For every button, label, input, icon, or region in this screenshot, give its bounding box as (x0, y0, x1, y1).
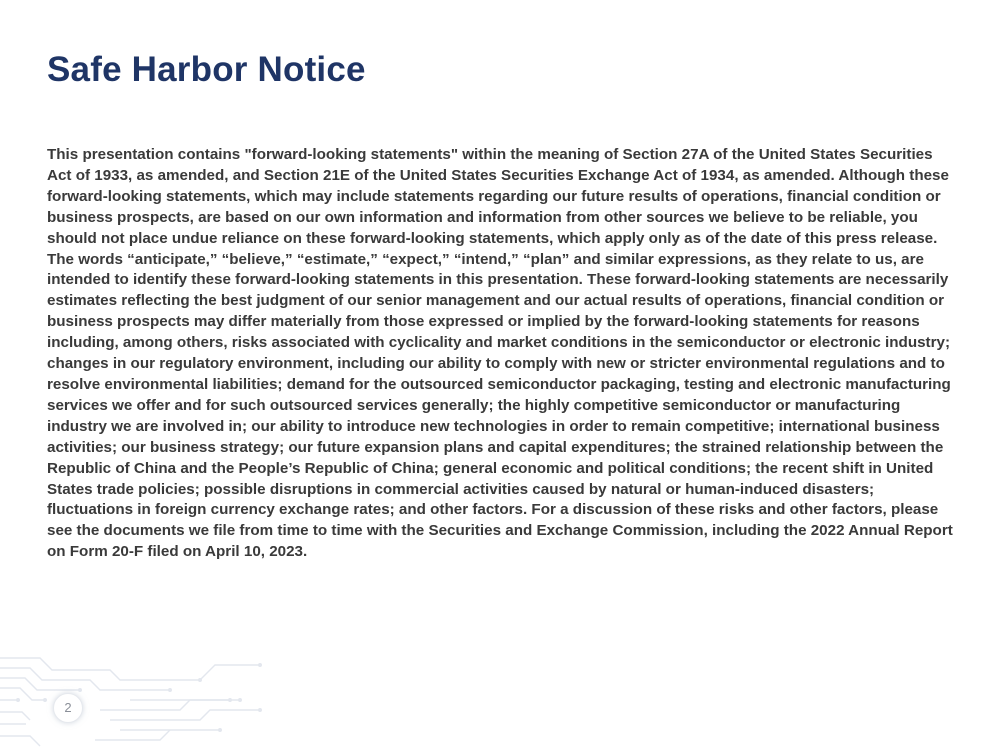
slide-title: Safe Harbor Notice (47, 50, 366, 89)
safe-harbor-body: This presentation contains "forward-looking statements" within the meaning of Section 27A of the United States Securities Act of 1933, as amended, and Section 21E of the United States Securities Exchange Act of 1934, as amended. Although these forward-looking statements, which may include statements regarding our future results of operations, financial condition or business prospects, are based on our own information and information from other sources we believe to be reliable, you should not place undue reliance on these forward-looking statements, which apply only as of the date of this press release. The words “anticipate,” “believe,” “estimate,” “expect,” “intend,” “plan” and similar expressions, as they relate to us, are intended to identify these forward-looking statements in this presentation. These forward-looking statements are necessarily estimates reflecting the best judgment of our senior management and our actual results of operations, financial condition or business prospects may differ materially from those expressed or implied by the forward-looking statements for reasons including, among others, risks associated with cyclicality and market conditions in the semiconductor or electronic industry; changes in our regulatory environment, including our ability to comply with new or stricter environmental regulations and to resolve environmental liabilities; demand for the outsourced semiconductor packaging, testing and electronic manufacturing services we offer and for such outsourced services generally; the highly competitive semiconductor or manufacturing industry we are involved in; our ability to introduce new technologies in order to remain competitive; international business activities; our business strategy; our future expansion plans and capital expenditures; the strained relationship between the Republic of China and the People’s Republic of China; general economic and political conditions; the recent shift in United States trade policies; possible disruptions in commercial activities caused by natural or human-induced disasters; fluctuations in foreign currency exchange rates; and other factors. For a discussion of these risks and other factors, please see the documents we file from time to time with the Securities and Exchange Commission, including the 2022 Annual Report on Form 20-F filed on April 10, 2023. (47, 146, 953, 561)
circuit-pattern-icon (0, 650, 340, 749)
page-number: 2 (53, 693, 83, 723)
